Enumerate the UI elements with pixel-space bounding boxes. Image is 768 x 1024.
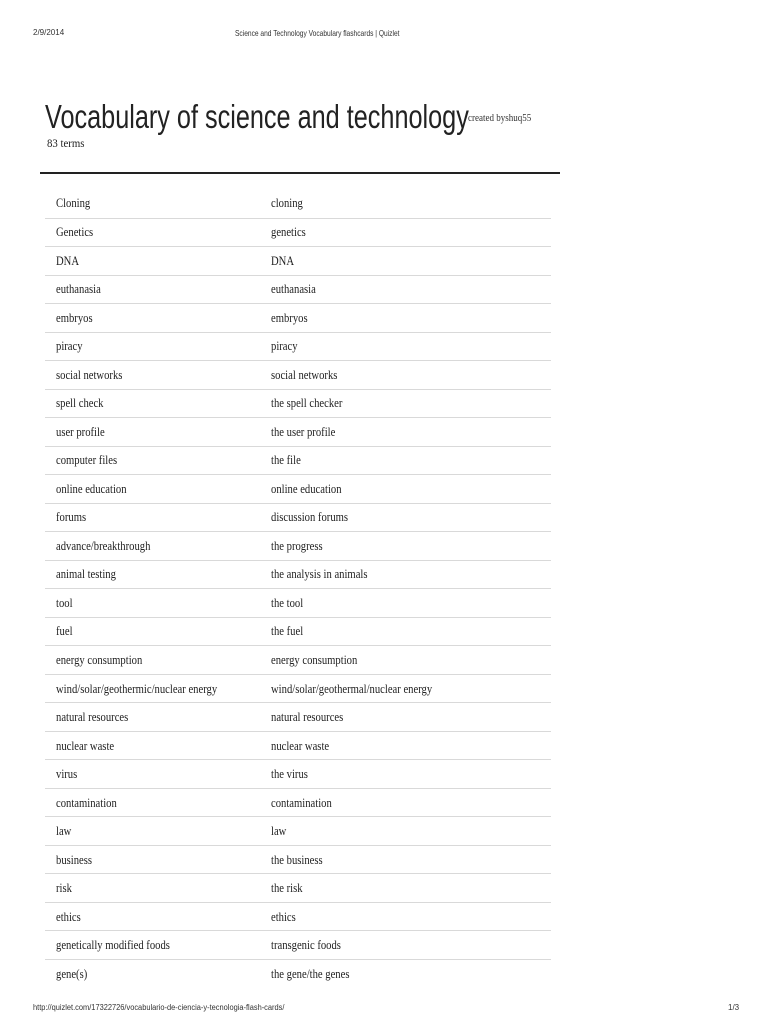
created-by-label: created by bbox=[468, 113, 506, 124]
vocab-row bbox=[45, 731, 551, 760]
term-text: risk bbox=[56, 881, 72, 896]
term-text: social networks bbox=[56, 367, 123, 382]
definition-text: wind/solar/geothermal/nuclear energy bbox=[271, 681, 433, 696]
vocab-row bbox=[45, 759, 551, 788]
term-text: law bbox=[56, 824, 72, 839]
definition-text: the business bbox=[271, 852, 323, 867]
definition-text: cloning bbox=[271, 196, 303, 211]
term-text: genetically modified foods bbox=[56, 938, 170, 953]
vocab-row bbox=[45, 930, 551, 959]
term-text: business bbox=[56, 852, 93, 867]
definition-text: online education bbox=[271, 481, 342, 496]
term-text: spell check bbox=[56, 396, 104, 411]
vocab-row bbox=[45, 474, 551, 503]
definition-text: ethics bbox=[271, 909, 296, 924]
definition-text: genetics bbox=[271, 225, 306, 240]
definition-text: embryos bbox=[271, 310, 308, 325]
definition-text: the progress bbox=[271, 538, 323, 553]
definition-text: discussion forums bbox=[271, 510, 349, 525]
term-text: Cloning bbox=[56, 196, 91, 211]
vocab-row bbox=[45, 303, 551, 332]
definition-text: the analysis in animals bbox=[271, 567, 368, 582]
term-text: user profile bbox=[56, 424, 105, 439]
vocab-row bbox=[45, 560, 551, 589]
vocab-row bbox=[45, 674, 551, 703]
vocab-row bbox=[45, 446, 551, 475]
definition-text: contamination bbox=[271, 795, 332, 810]
vocab-row bbox=[45, 902, 551, 931]
creator-username-link[interactable]: shuq55 bbox=[505, 113, 532, 124]
vocab-row bbox=[45, 503, 551, 532]
term-text: gene(s) bbox=[56, 966, 88, 981]
term-text: animal testing bbox=[56, 567, 116, 582]
definition-text: the user profile bbox=[271, 424, 336, 439]
term-text: virus bbox=[56, 767, 78, 782]
definition-text: the risk bbox=[271, 881, 303, 896]
term-text: DNA bbox=[56, 253, 80, 268]
definition-text: law bbox=[271, 824, 287, 839]
vocab-row bbox=[45, 588, 551, 617]
vocab-row bbox=[45, 788, 551, 817]
vocab-row bbox=[45, 645, 551, 674]
term-text: contamination bbox=[56, 795, 117, 810]
print-date: 2/9/2014 bbox=[33, 28, 65, 37]
definition-text: the spell checker bbox=[271, 396, 343, 411]
definition-text: the gene/the genes bbox=[271, 966, 350, 981]
term-text: computer files bbox=[56, 453, 118, 468]
term-text: fuel bbox=[56, 624, 73, 639]
term-text: Genetics bbox=[56, 225, 94, 240]
vocab-row bbox=[45, 417, 551, 446]
term-text: natural resources bbox=[56, 710, 129, 725]
term-count: 83 terms bbox=[47, 136, 85, 150]
definition-text: energy consumption bbox=[271, 653, 358, 667]
vocab-row bbox=[45, 959, 551, 988]
vocab-row bbox=[45, 246, 551, 275]
print-footer-url-link[interactable]: http://quizlet.com/17322726/vocabulario-de-ciencia-y-tecnologia-flash-cards/ bbox=[33, 1003, 285, 1012]
vocab-row bbox=[45, 389, 551, 418]
term-text: forums bbox=[56, 510, 87, 525]
term-text: ethics bbox=[56, 909, 81, 924]
vocab-row bbox=[45, 617, 551, 646]
definition-text: nuclear waste bbox=[271, 738, 330, 753]
definition-text: DNA bbox=[271, 253, 295, 268]
term-text: energy consumption bbox=[56, 653, 143, 667]
vocab-row bbox=[45, 360, 551, 389]
term-text: wind/solar/geothermic/nuclear energy bbox=[56, 681, 218, 696]
vocab-row bbox=[45, 702, 551, 731]
definition-text: social networks bbox=[271, 367, 338, 382]
term-text: nuclear waste bbox=[56, 738, 115, 753]
term-text: advance/breakthrough bbox=[56, 538, 151, 553]
print-page-title: Science and Technology Vocabulary flashcards | Quizlet bbox=[235, 28, 400, 38]
definition-text: the virus bbox=[271, 767, 308, 782]
definition-text: piracy bbox=[271, 339, 298, 354]
header-divider bbox=[40, 172, 560, 174]
term-text: tool bbox=[56, 595, 73, 610]
vocab-row bbox=[45, 275, 551, 304]
definition-text: the file bbox=[271, 453, 301, 468]
definition-text: natural resources bbox=[271, 710, 344, 725]
definition-text: the tool bbox=[271, 595, 304, 610]
term-text: euthanasia bbox=[56, 282, 101, 297]
set-creator bbox=[468, 113, 531, 125]
print-page-number: 1/3 bbox=[728, 1003, 740, 1012]
definition-text: the fuel bbox=[271, 624, 304, 639]
terms-list bbox=[45, 189, 551, 987]
term-text: online education bbox=[56, 481, 127, 496]
term-text: embryos bbox=[56, 310, 93, 325]
definition-text: transgenic foods bbox=[271, 938, 341, 953]
definition-text: euthanasia bbox=[271, 282, 316, 297]
term-text: piracy bbox=[56, 339, 83, 354]
vocab-row bbox=[45, 845, 551, 874]
vocab-row bbox=[45, 189, 551, 218]
vocab-row bbox=[45, 816, 551, 845]
vocab-row bbox=[45, 218, 551, 247]
vocab-row bbox=[45, 531, 551, 560]
set-title: Vocabulary of science and technology bbox=[45, 98, 469, 135]
vocab-row bbox=[45, 873, 551, 902]
vocab-row bbox=[45, 332, 551, 361]
